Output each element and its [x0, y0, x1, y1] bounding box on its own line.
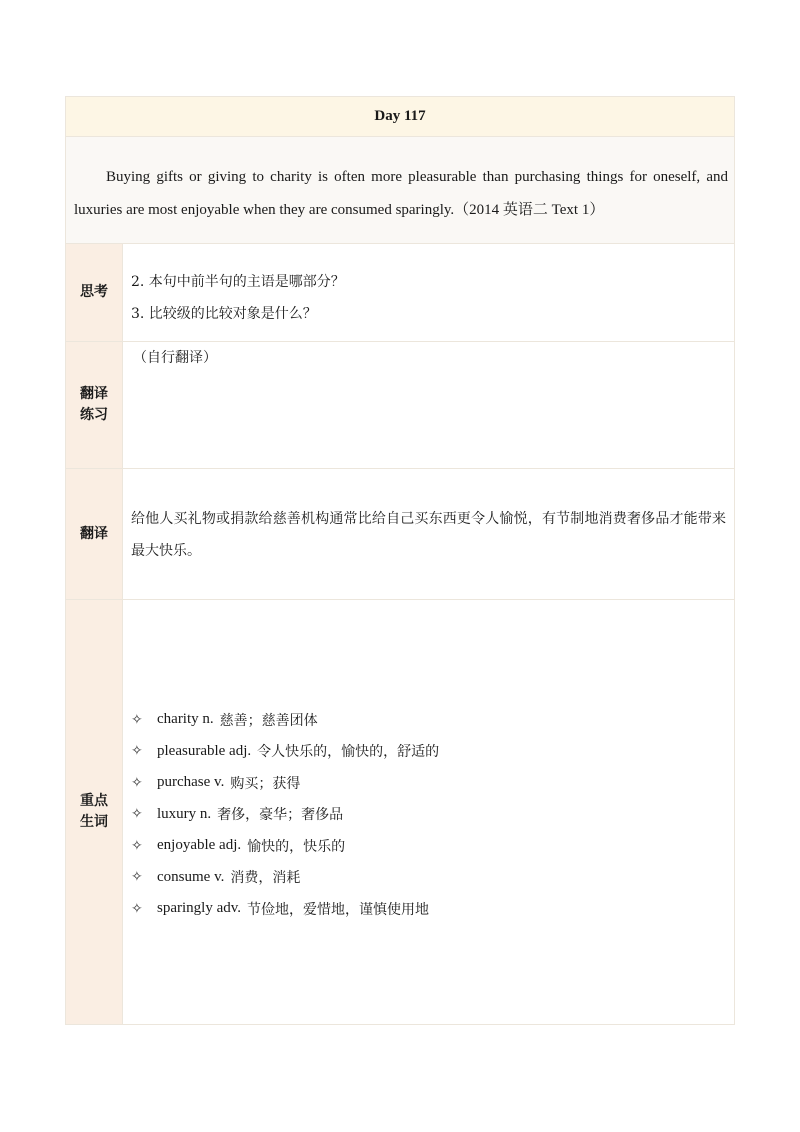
practice-label-cell — [66, 342, 123, 468]
think-question: 2. 本句中前半句的主语是哪部分？ — [131, 274, 345, 290]
example-sentence: Buying gifts or giving to charity is often more pleasurable than purchasing things for oneself, and luxuries are most enjoyable when they are consumed sparingly.（2014 英语二 Text 1） — [74, 169, 728, 218]
list-item — [131, 736, 726, 768]
list-item — [131, 704, 726, 736]
diamond-star-icon: ✧ — [131, 743, 143, 760]
translation-row — [66, 469, 734, 600]
diamond-star-icon: ✧ — [131, 900, 143, 917]
vocab-label: 重点生词 — [80, 793, 108, 830]
diamond-star-icon: ✧ — [131, 711, 143, 728]
diamond-star-icon: ✧ — [131, 774, 143, 791]
vocab-word: luxury n. — [157, 805, 212, 822]
list-item — [131, 799, 726, 831]
translation-content — [123, 469, 734, 599]
list-item — [131, 893, 726, 925]
diamond-star-icon: ✧ — [131, 837, 143, 854]
translation-text: 给他人买礼物或捐款给慈善机构通常比给自己买东西更令人愉悦，有节制地消费奢侈品才能带来最大快乐。 — [131, 511, 726, 559]
vocab-row — [66, 600, 734, 1024]
vocab-list — [123, 600, 734, 1024]
diamond-star-icon: ✧ — [131, 869, 143, 886]
study-card-table — [65, 96, 735, 1025]
vocab-definition: 慈善；慈善团体 — [219, 712, 318, 729]
title-row — [66, 97, 734, 137]
vocab-definition: 愉快的，快乐的 — [247, 838, 346, 855]
translation-label-cell — [66, 469, 123, 599]
vocab-definition: 购买；获得 — [230, 775, 301, 792]
vocab-definition: 令人快乐的，愉快的，舒适的 — [257, 744, 440, 761]
think-content — [123, 244, 734, 341]
think-row — [66, 244, 734, 342]
vocab-word: purchase v. — [157, 774, 225, 791]
vocab-word: enjoyable adj. — [157, 837, 242, 854]
practice-content[interactable] — [123, 342, 734, 468]
vocab-definition: 节俭地，爱惜地，谨慎使用地 — [247, 901, 430, 918]
think-label: 思考 — [80, 284, 108, 300]
vocab-word: pleasurable adj. — [157, 742, 252, 759]
think-question: 3. 比较级的比较对象是什么？ — [131, 306, 317, 322]
vocab-definition: 消费，消耗 — [230, 870, 301, 887]
vocab-word: sparingly adv. — [157, 900, 242, 917]
sentence-row — [66, 137, 734, 244]
translation-label: 翻译 — [80, 525, 108, 542]
list-item — [131, 862, 726, 894]
practice-label: 翻译练习 — [80, 386, 108, 423]
vocab-definition: 奢侈，豪华；奢侈品 — [217, 807, 344, 824]
list-item — [131, 830, 726, 862]
day-title: Day 117 — [374, 108, 426, 124]
vocab-word: consume v. — [157, 868, 225, 885]
practice-placeholder: （自行翻译） — [133, 350, 217, 366]
diamond-star-icon: ✧ — [131, 806, 143, 823]
vocab-label-cell — [66, 600, 123, 1024]
list-item — [131, 767, 726, 799]
vocab-word: charity n. — [157, 711, 214, 728]
think-label-cell — [66, 244, 123, 341]
practice-row — [66, 342, 734, 469]
